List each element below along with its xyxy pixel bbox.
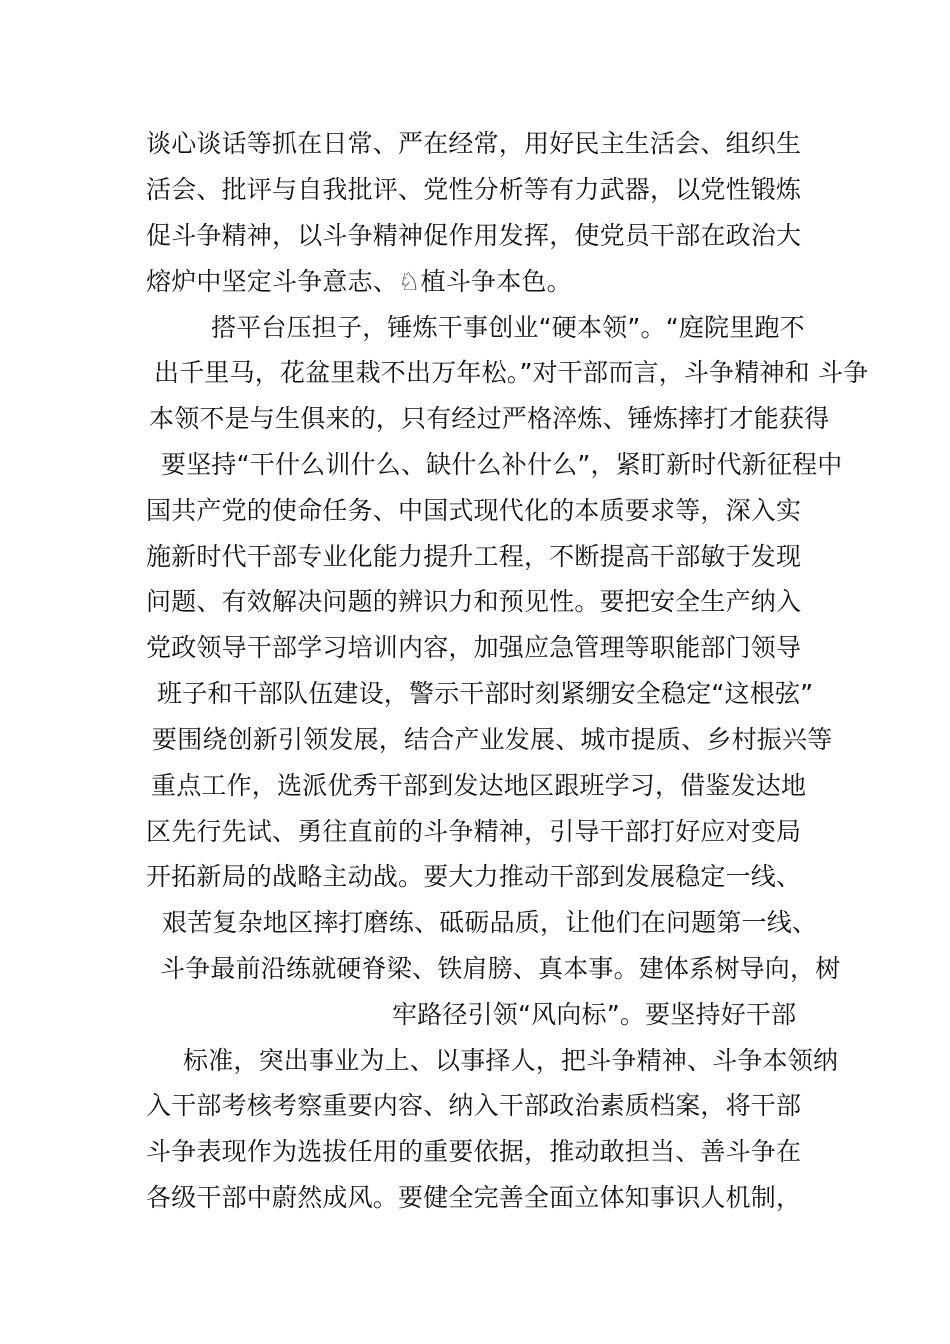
text-line-22: 入干部考核考察重要内容、纳入干部政治素质档案，将干部 [146, 1091, 802, 1120]
text-line-15: 重点工作，选派优秀干部到发达地区跟班学习，借鉴发达地 [151, 771, 807, 800]
text-line-9: 国共产党的使命任务、中国式现代化的本质要求等，深入实 [146, 496, 802, 525]
text-line-13: 班子和干部队伍建设，警示干部时刻紧绷安全稳定“这根弦” [157, 679, 814, 708]
text-line-16: 区先行先试、勇往直前的斗争精神，引导干部打好应对变局 [146, 817, 802, 846]
text-line-5: 搭平台压担子，锤炼干事创业“硬本领”。“庭院里跑不 [211, 313, 805, 342]
text-line-14: 要围绕创新引领发展，结合产业发展、城市提质、乡村振兴等 [152, 725, 833, 754]
text-line-20: 牢路径引领“风向标”。要坚持好干部 [392, 1000, 797, 1029]
text-line-7: 本领不是与生俱来的，只有经过严格淬炼、锤炼摔打才能获得 [149, 404, 830, 433]
text-line-3: 促斗争精神，以斗争精神促作用发挥，使党员干部在政治大 [146, 221, 802, 250]
text-line-18: 艰苦复杂地区摔打磨练、砥砺品质，让他们在问题第一线、 [162, 908, 818, 937]
text-line-11: 问题、有效解决问题的辨识力和预见性。要把安全生产纳入 [146, 587, 802, 616]
text-line-21: 标准，突出事业为上、以事择人，把斗争精神、斗争本领纳 [183, 1046, 839, 1075]
text-line-1: 谈心谈话等抓在日常、严在经常，用好民主生活会、组织生 [146, 129, 802, 158]
text-line-17: 开拓新局的战略主动战。要大力推动干部到发展稳定一线、 [146, 862, 802, 891]
text-line-24: 各级干部中蔚然成风。要健全完善全面立体知事识人机制， [146, 1183, 802, 1212]
text-line-4: 熔炉中坚定斗争意志、♘植斗争本色。 [146, 267, 572, 296]
text-line-19: 斗争最前沿练就硬脊梁、铁肩膀、真本事。建体系树导向，树 [160, 954, 841, 983]
text-line-12: 党政领导干部学习培训内容，加强应急管理等职能部门领导 [146, 633, 802, 662]
text-line-10: 施新时代干部专业化能力提升工程，不断提高干部敏于发现 [146, 542, 802, 571]
text-line-2: 活会、批评与自我批评、党性分析等有力武器，以党性锻炼 [146, 175, 802, 204]
text-line-8: 要坚持“干什么训什么、缺什么补什么”，紧盯新时代新征程中 [161, 450, 843, 479]
text-line-23: 斗争表现作为选拔任用的重要依据，推动敢担当、善斗争在 [146, 1137, 802, 1166]
text-line-6: 出千里马，花盆里栽不出万年松。”对干部而言，斗争精神和 斗争 [154, 358, 869, 387]
